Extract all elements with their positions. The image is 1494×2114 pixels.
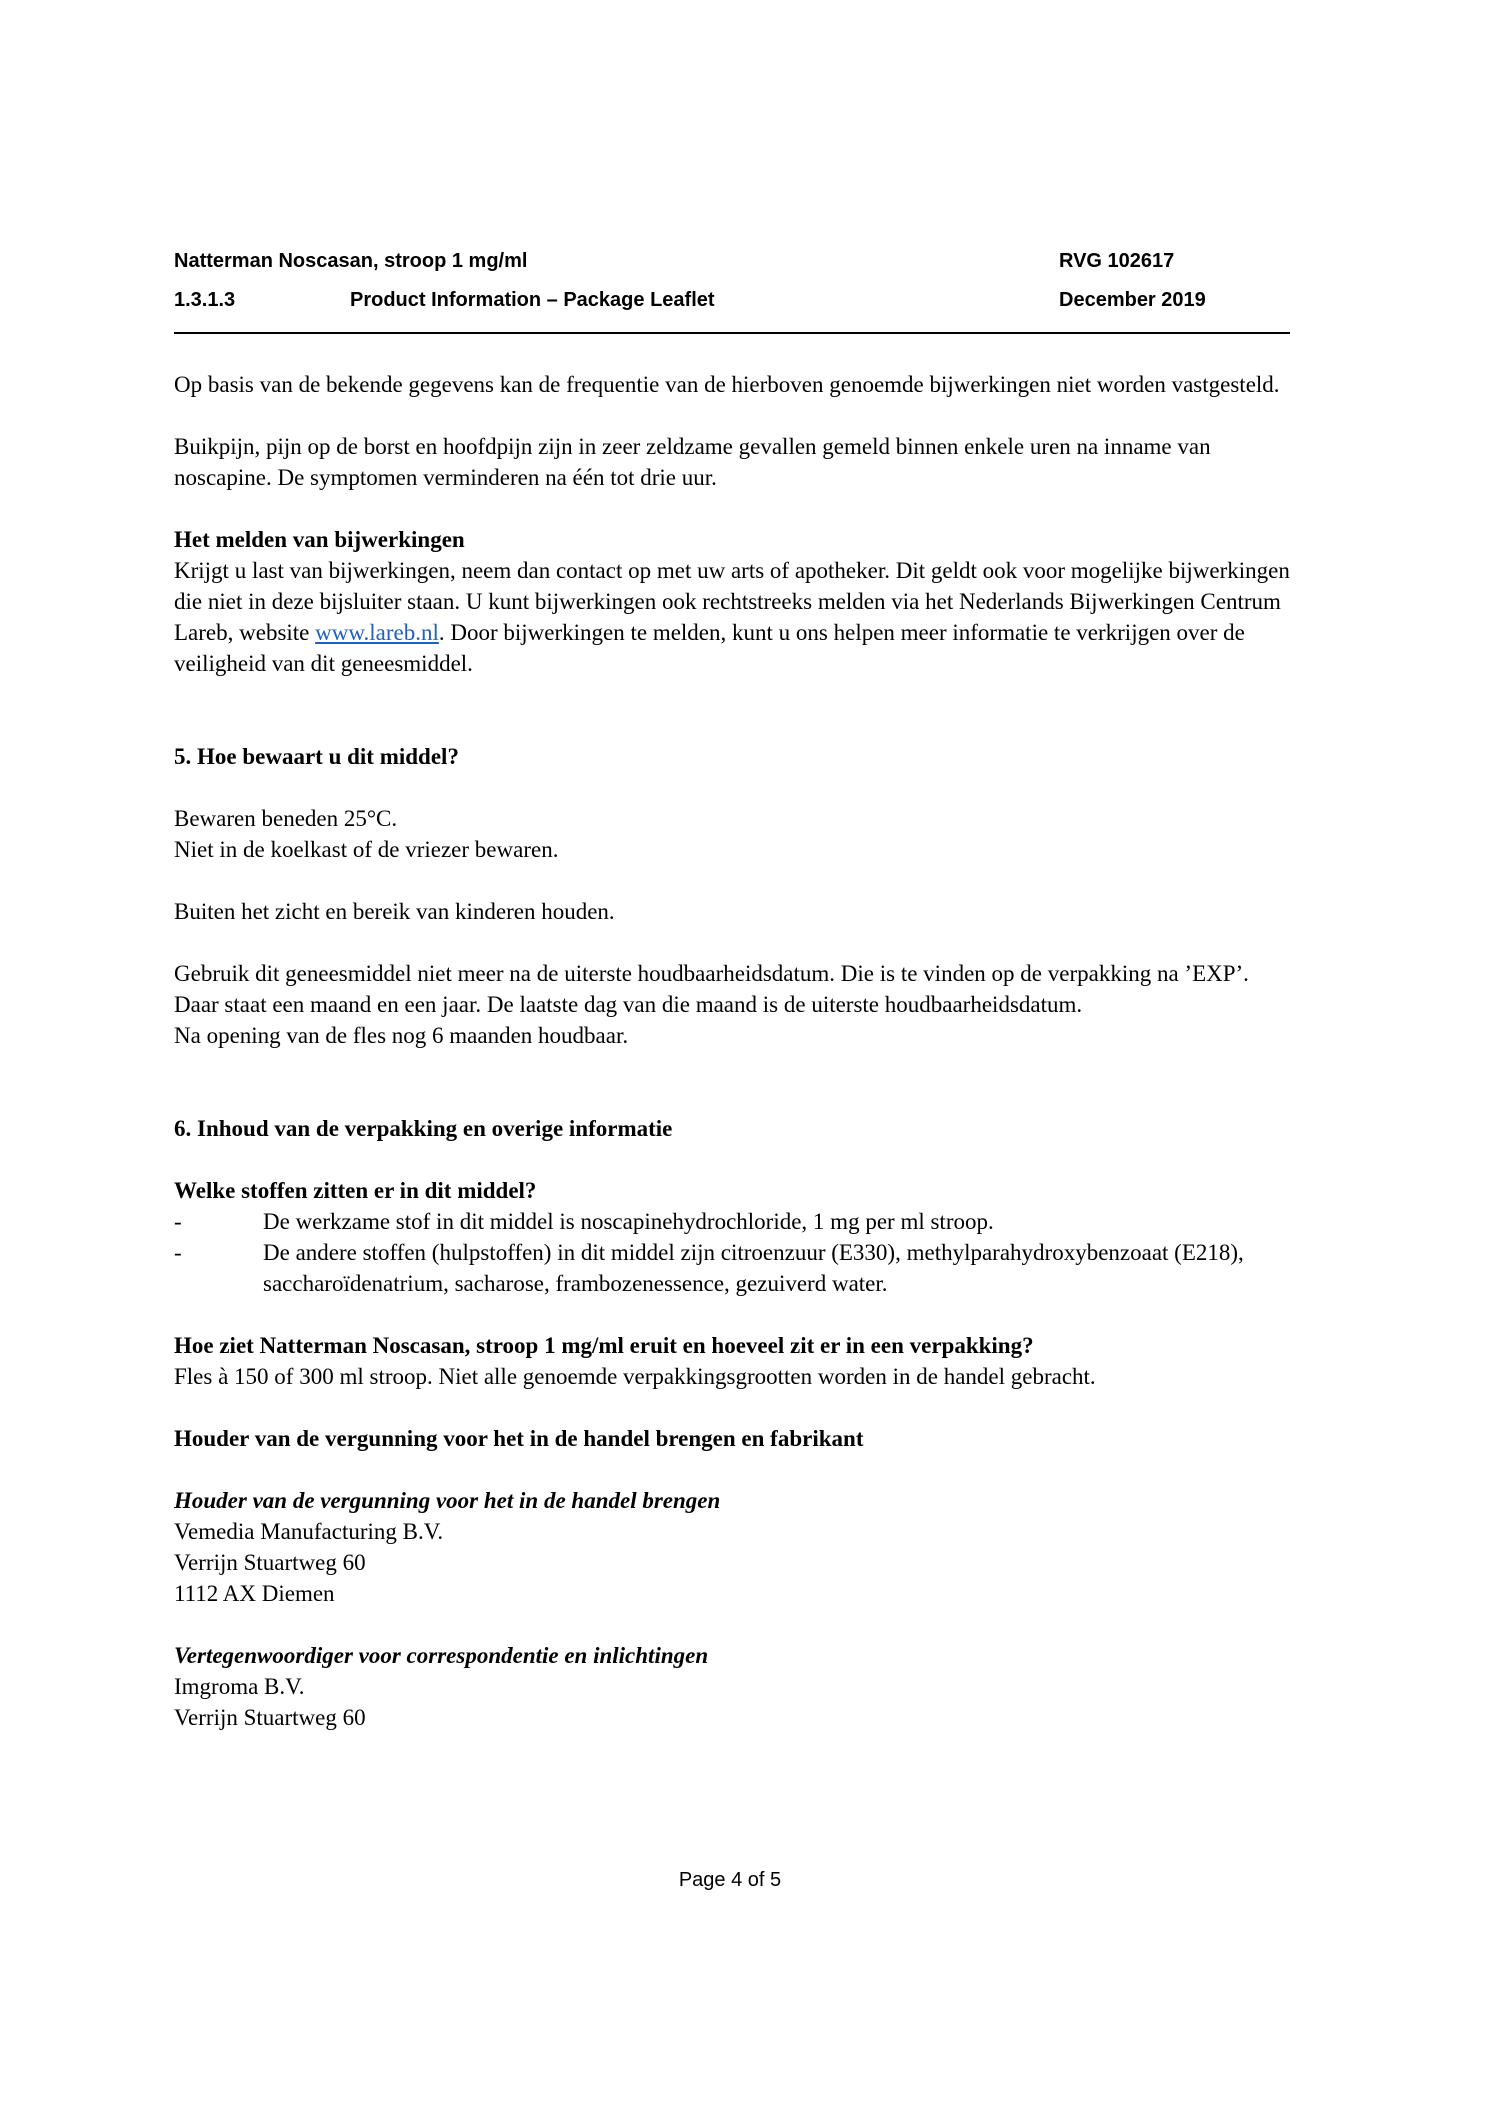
reporting-text-after-link: . Door bijwerkingen te melden, kunt u ons helpen meer informatie te verkrijgen over de veiligheid van dit geneesmiddel. — [174, 620, 1245, 676]
representative-name: Imgroma B.V. — [174, 1674, 305, 1699]
appearance-heading: Hoe ziet Natterman Noscasan, stroop 1 mg/ml eruit en hoeveel zit er in een verpakking? — [174, 1333, 1034, 1358]
header-product: Natterman Noscasan, stroop 1 mg/ml — [174, 250, 528, 272]
holder-name: Vemedia Manufacturing B.V. — [174, 1519, 444, 1544]
section5-heading: 5. Hoe bewaart u dit middel? — [174, 744, 459, 769]
holder-street: Verrijn Stuartweg 60 — [174, 1550, 366, 1575]
storage-fridge: Niet in de koelkast of de vriezer bewaren. — [174, 837, 559, 862]
header-section-number: 1.3.1.3 — [174, 289, 236, 311]
page-number: Page 4 of 5 — [678, 1869, 782, 1891]
header-rvg: RVG 102617 — [1059, 250, 1175, 272]
representative-subheading: Vertegenwoordiger voor correspondentie en inlichtingen — [174, 1643, 709, 1668]
list-item — [174, 1237, 1294, 1299]
holder-subheading: Houder van de vergunning voor het in de handel brengen — [174, 1488, 721, 1513]
reporting-heading: Het melden van bijwerkingen — [174, 527, 465, 552]
leaflet-content — [174, 369, 1294, 1733]
reporting-paragraph — [174, 555, 1294, 679]
storage-expiry: Gebruik dit geneesmiddel niet meer na de uiterste houdbaarheidsdatum. Die is te vinden op de verpakking na ’EXP’. Daar staat een maand en een jaar. De laatste dag van die maand is de uiterste houdbaarheidsdatum. — [174, 961, 1249, 1017]
frequency-paragraph: Op basis van de bekende gegevens kan de frequentie van de hierboven genoemde bijwerkingen niet worden vastgesteld. — [174, 372, 1280, 397]
excipients-text: De andere stoffen (hulpstoffen) in dit middel zijn citroenzuur (E330), methylparahydroxybenzoaat (E218), saccharoïdenatrium, sacharose, frambozenessence, gezuiverd water. — [263, 1240, 1244, 1296]
holder-heading: Houder van de vergunning voor het in de handel brengen en fabrikant — [174, 1426, 864, 1451]
header-date: December 2019 — [1059, 289, 1206, 311]
storage-opened: Na opening van de fles nog 6 maanden houdbaar. — [174, 1023, 629, 1048]
active-substance-text: De werkzame stof in dit middel is noscapinehydrochloride, 1 mg per ml stroop. — [263, 1209, 994, 1234]
storage-children: Buiten het zicht en bereik van kinderen houden. — [174, 899, 615, 924]
symptoms-paragraph: Buikpijn, pijn op de borst en hoofdpijn zijn in zeer zeldzame gevallen gemeld binnen enkele uren na inname van noscapine. De symptomen verminderen na één tot drie uur. — [174, 434, 1211, 490]
list-item — [174, 1206, 1294, 1237]
representative-street: Verrijn Stuartweg 60 — [174, 1705, 366, 1730]
reporting-text-before-link: Krijgt u last van bijwerkingen, neem dan contact op met uw arts of apotheker. Dit geldt ook voor mogelijke bijwerkingen die niet in deze bijsluiter staan. U kunt bijwerkingen ook rechtstreeks melden via het Nederlands Bijwerkingen Centrum Lareb, website — [174, 558, 1290, 645]
list-dash: - — [174, 1209, 182, 1234]
holder-city: 1112 AX Diemen — [174, 1581, 335, 1606]
list-dash: - — [174, 1240, 182, 1265]
section6-heading: 6. Inhoud van de verpakking en overige informatie — [174, 1116, 673, 1141]
appearance-text: Fles à 150 of 300 ml stroop. Niet alle genoemde verpakkingsgrootten worden in de handel gebracht. — [174, 1364, 1096, 1389]
lareb-link[interactable]: www.lareb.nl — [315, 620, 439, 645]
ingredients-heading: Welke stoffen zitten er in dit middel? — [174, 1178, 537, 1203]
storage-temperature: Bewaren beneden 25°C. — [174, 806, 398, 831]
header-document-type: Product Information – Package Leaflet — [350, 289, 715, 311]
header-divider — [174, 332, 1290, 334]
